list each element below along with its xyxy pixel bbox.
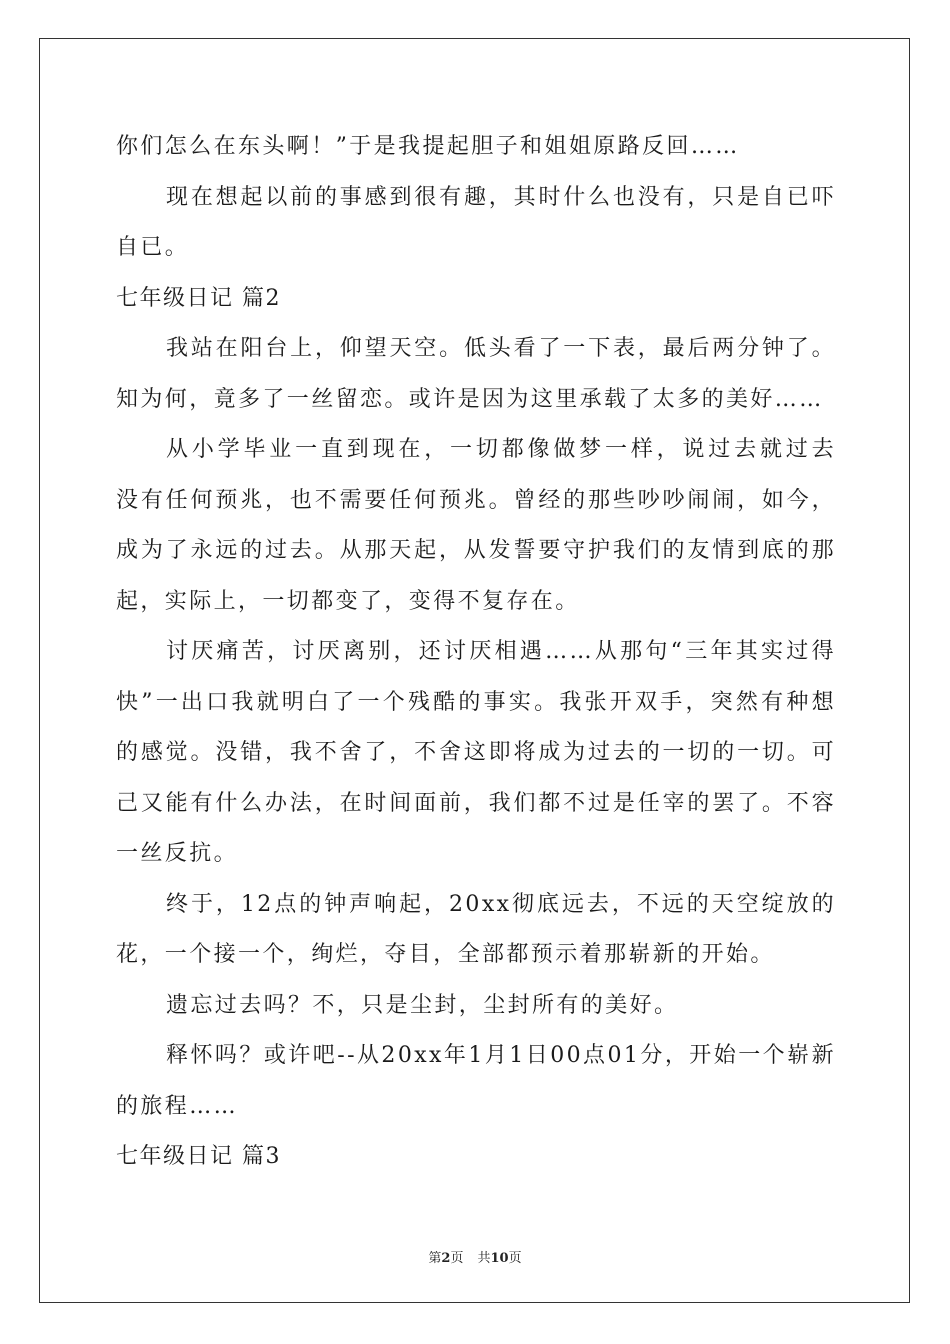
page-suffix: 页 — [450, 1251, 464, 1266]
text-line: 快”一出口我就明白了一个残酷的事实。我张开双手，突然有种想 — [116, 689, 836, 715]
page-footer — [0, 1247, 950, 1266]
paragraph-start: 讨厌痛苦，讨厌离别，还讨厌相遇……从那句“三年其实过得 — [166, 639, 836, 664]
page-number: 2 — [441, 1251, 451, 1266]
section-heading: 七年级日记 篇2 — [116, 285, 281, 311]
paragraph-start: 终于，12点的钟声响起，20xx彻底远去，不远的天空绽放的 — [166, 891, 836, 917]
text-line: 成为了永远的过去。从那天起，从发誓要守护我们的友情到底的那 — [116, 538, 836, 563]
paragraph-start: 从小学毕业一直到现在，一切都像做梦一样，说过去就过去 — [166, 437, 836, 462]
document-body — [116, 122, 836, 1183]
text-line: 起，实际上，一切都变了，变得不复存在。 — [116, 588, 580, 614]
section-heading: 七年级日记 篇3 — [116, 1144, 281, 1169]
text-line: 没有任何预兆，也不需要任何预兆。曾经的那些吵吵闹闹，如今， — [116, 487, 836, 513]
page-prefix: 第 — [428, 1251, 442, 1266]
text-line: 知为何，竟多了一丝留恋。或许是因为这里承载了太多的美好…… — [116, 386, 824, 412]
text-line: 的感觉。没错，我不舍了，不舍这即将成为过去的一切的一切。可 — [116, 740, 836, 765]
paragraph-start: 现在想起以前的事感到很有趣，其时什么也没有，只是自已吓 — [166, 184, 836, 210]
text-line: 的旅程…… — [116, 1093, 239, 1119]
total-prefix: 共 — [477, 1251, 491, 1266]
total-suffix: 页 — [508, 1251, 522, 1266]
text-line: 你们怎么在东头啊！”于是我提起胆子和姐姐原路反回…… — [116, 134, 740, 159]
total-pages: 10 — [490, 1251, 509, 1266]
text-line: 己又能有什么办法，在时间面前，我们都不过是任宰的罢了。不容 — [116, 790, 836, 816]
text-line: 自已。 — [116, 235, 190, 260]
paragraph-start: 遗忘过去吗？不，只是尘封，尘封所有的美好。 — [166, 992, 679, 1018]
paragraph-start: 我站在阳台上，仰望天空。低头看了一下表，最后两分钟了。 — [166, 336, 836, 361]
text-line: 花，一个接一个，绚烂，夺目，全部都预示着那崭新的开始。 — [116, 942, 775, 967]
text-line: 一丝反抗。 — [116, 841, 239, 866]
paragraph-start: 释怀吗？或许吧--从20xx年1月1日00点01分，开始一个崭新 — [166, 1043, 836, 1068]
